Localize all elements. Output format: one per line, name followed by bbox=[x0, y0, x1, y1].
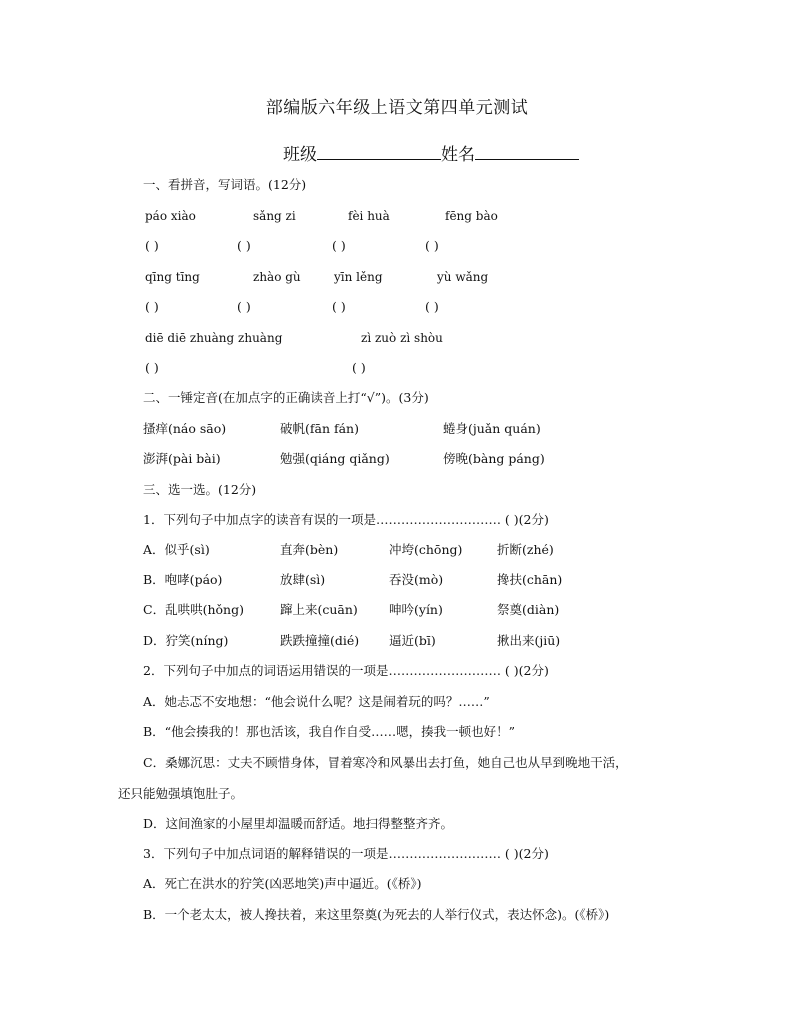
q3-option-b[interactable]: B．一个老太太，被人搀扶着，来这里祭奠(为死去的人举行仪式，表达怀念)。(《桥》) bbox=[143, 907, 610, 922]
q3-option-a[interactable]: A．死亡在洪水的狞笑(凶恶地笑)声中逼近。(《桥》) bbox=[143, 876, 422, 891]
q1-option-b[interactable]: B．咆哮(páo) bbox=[143, 572, 223, 587]
pinyin: yù wǎng bbox=[437, 270, 489, 284]
answer-bracket[interactable]: ( ) bbox=[332, 299, 346, 314]
reading-item[interactable]: 蜷身(juǎn quán) bbox=[443, 421, 541, 436]
pinyin: páo xiào bbox=[145, 209, 196, 223]
section3-heading: 三、选一选。(12分) bbox=[143, 482, 257, 497]
q1-option-a-word: 冲垮(chōng) bbox=[389, 542, 463, 557]
answer-bracket[interactable]: ( ) bbox=[145, 360, 159, 375]
q1-option-d[interactable]: D．狞笑(níng) bbox=[143, 633, 229, 648]
reading-item[interactable]: 澎湃(pài bài) bbox=[143, 451, 221, 466]
q1-option-b-word: 放肆(sì) bbox=[280, 572, 326, 587]
answer-bracket[interactable]: ( ) bbox=[237, 238, 251, 253]
answer-bracket[interactable]: ( ) bbox=[332, 238, 346, 253]
reading-item[interactable]: 勉强(qiáng qiǎng) bbox=[280, 451, 390, 466]
answer-bracket[interactable]: ( ) bbox=[145, 238, 159, 253]
reading-item[interactable]: 傍晚(bàng páng) bbox=[443, 451, 545, 466]
answer-bracket[interactable]: ( ) bbox=[145, 299, 159, 314]
reading-item[interactable]: 搔痒(náo sāo) bbox=[143, 421, 227, 436]
pinyin: zhào gù bbox=[253, 270, 301, 284]
q2-option-d[interactable]: D．这间渔家的小屋里却温暖而舒适。地扫得整整齐齐。 bbox=[143, 816, 454, 831]
pinyin: fèi huà bbox=[348, 209, 390, 223]
answer-bracket[interactable]: ( ) bbox=[352, 360, 366, 375]
pinyin: zì zuò zì shòu bbox=[361, 331, 443, 345]
question-3-stem: 3．下列句子中加点词语的解释错误的一项是……………………… ( )(2分) bbox=[143, 846, 549, 861]
q1-option-c-word: 祭奠(diàn) bbox=[497, 602, 560, 617]
q2-option-a[interactable]: A．她忐忑不安地想：“他会说什么呢？这是闹着玩的吗？……” bbox=[143, 694, 490, 709]
q1-option-d-word: 逼近(bī) bbox=[389, 633, 436, 648]
class-name-line bbox=[283, 140, 579, 165]
pinyin: sǎng zi bbox=[253, 209, 296, 223]
question-2-stem: 2．下列句子中加点的词语运用错误的一项是……………………… ( )(2分) bbox=[143, 663, 549, 678]
question-1-stem: 1．下列句子中加点字的读音有误的一项是………………………… ( )(2分) bbox=[143, 512, 549, 527]
answer-bracket[interactable]: ( ) bbox=[425, 238, 439, 253]
q1-option-b-word: 搀扶(chān) bbox=[497, 572, 563, 587]
reading-item[interactable]: 破帆(fān fán) bbox=[280, 421, 359, 436]
q1-option-d-word: 揪出来(jiū) bbox=[497, 633, 561, 648]
q2-option-b[interactable]: B．“他会揍我的！那也活该，我自作自受……嗯，揍我一顿也好！” bbox=[143, 724, 515, 739]
q1-option-c[interactable]: C．乱哄哄(hǒng) bbox=[143, 602, 244, 617]
q1-option-b-word: 吞没(mò) bbox=[389, 572, 444, 587]
q1-option-d-word: 跌跌撞撞(dié) bbox=[280, 633, 360, 648]
section1-heading: 一、看拼音，写词语。(12分) bbox=[143, 177, 307, 192]
q1-option-a-word: 直奔(bèn) bbox=[280, 542, 339, 557]
q2-option-c[interactable]: C．桑娜沉思：丈夫不顾惜身体，冒着寒冷和风暴出去打鱼，她自己也从早到晚地干活， bbox=[143, 755, 628, 770]
pinyin: qīng tīng bbox=[145, 270, 200, 284]
class-label: 班级 bbox=[283, 145, 317, 165]
name-blank[interactable] bbox=[475, 141, 579, 160]
pinyin: yīn lěng bbox=[334, 270, 383, 284]
page-title: 部编版六年级上语文第四单元测试 bbox=[265, 98, 529, 118]
name-label: 姓名 bbox=[441, 145, 475, 165]
q1-option-c-word: 蹿上来(cuān) bbox=[280, 602, 358, 617]
q1-option-a[interactable]: A．似乎(sì) bbox=[143, 542, 210, 557]
q1-option-a-word: 折断(zhé) bbox=[497, 542, 554, 557]
pinyin: fēng bào bbox=[445, 209, 498, 223]
section2-heading: 二、一锤定音(在加点字的正确读音上打“√”)。(3分) bbox=[143, 390, 429, 405]
pinyin: diē diē zhuàng zhuàng bbox=[145, 331, 283, 345]
answer-bracket[interactable]: ( ) bbox=[237, 299, 251, 314]
q1-option-c-word: 呻吟(yín) bbox=[389, 602, 443, 617]
answer-bracket[interactable]: ( ) bbox=[425, 299, 439, 314]
class-blank[interactable] bbox=[317, 141, 441, 160]
q2-option-c-cont: 还只能勉强填饱肚子。 bbox=[118, 786, 244, 801]
